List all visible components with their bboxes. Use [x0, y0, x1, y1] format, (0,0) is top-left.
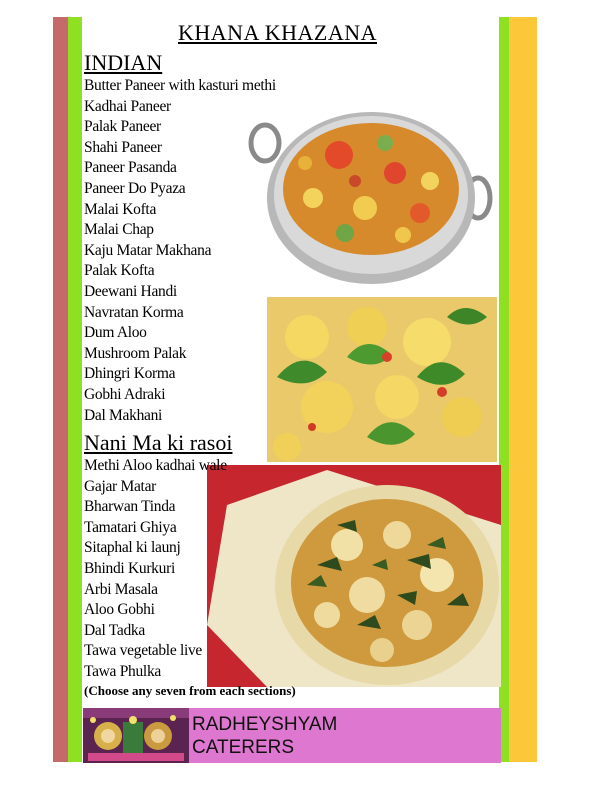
list-item: Shahi Paneer	[84, 138, 162, 156]
paneer-curry-bowl-photo	[245, 103, 497, 293]
aloo-methi-photo	[207, 465, 501, 687]
list-item: Palak Paneer	[84, 118, 161, 136]
deity-photo	[83, 708, 189, 763]
list-item: Navratan Korma	[84, 303, 184, 321]
list-item: Tamatari Ghiya	[84, 518, 177, 536]
list-item: Arbi Masala	[84, 580, 158, 598]
list-item: Paneer Pasanda	[84, 159, 177, 177]
list-item: Mushroom Palak	[84, 344, 187, 362]
list-item: Malai Kofta	[84, 200, 157, 218]
list-item: Butter Paneer with kasturi methi	[84, 77, 276, 94]
indian-menu-list	[84, 76, 276, 426]
list-item: Tawa vegetable live	[84, 642, 203, 660]
caterer-brand-name	[192, 713, 337, 759]
list-item: Methi Aloo kadhai wale	[84, 457, 227, 474]
section-heading-nani-ma-ki-rasoi: Nani Ma ki rasoi	[84, 430, 233, 455]
list-item: Palak Kofta	[84, 262, 155, 280]
left-decorative-bar-green	[68, 17, 82, 762]
list-item: Kaju Matar Makhana	[84, 241, 212, 259]
list-item: Sitaphal ki launj	[84, 539, 181, 557]
list-item: Deewani Handi	[84, 282, 177, 300]
list-item: Malai Chap	[84, 221, 154, 239]
section-heading-indian: INDIAN	[84, 50, 163, 75]
gobhi-adraki-photo	[267, 297, 497, 462]
list-item: Tawa Phulka	[84, 662, 161, 680]
list-item: Bharwan Tinda	[84, 498, 176, 516]
brand-line-2: CATERERS	[192, 737, 295, 758]
menu-title: KHANA KHAZANA	[178, 20, 377, 45]
list-item: Kadhai Paneer	[84, 97, 171, 115]
list-item: Dal Makhani	[84, 406, 163, 424]
list-item: Dal Tadka	[84, 621, 145, 639]
list-item: Dhingri Korma	[84, 365, 176, 383]
brand-line-1: RADHEYSHYAM	[192, 714, 338, 735]
list-item: Aloo Gobhi	[84, 601, 155, 619]
list-item: Paneer Do Pyaza	[84, 179, 186, 197]
nani-menu-list	[84, 456, 227, 683]
right-decorative-bar-yellow	[509, 17, 537, 762]
selection-note: (Choose any seven from each sections)	[84, 683, 296, 698]
list-item: Gobhi Adraki	[84, 385, 166, 403]
list-item: Dum Aloo	[84, 324, 147, 342]
list-item: Gajar Matar	[84, 477, 157, 495]
list-item: Bhindi Kurkuri	[84, 559, 175, 577]
